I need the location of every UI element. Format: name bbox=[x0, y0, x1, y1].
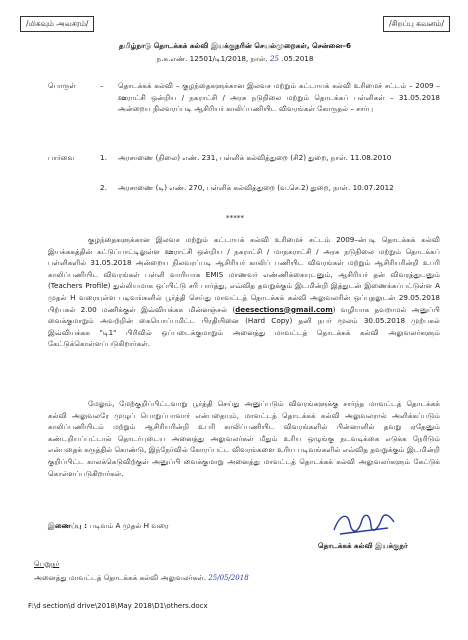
reference-date-handwritten: 25 bbox=[269, 54, 280, 63]
file-path-footer: F:\d section\d drive\2018\May 2018\D1\others.docx bbox=[28, 602, 208, 610]
enclosure-label: இணைப்பு : bbox=[48, 521, 90, 530]
body-paragraph-1-part-1: குழந்தைகளுக்கான இலவச மற்றும் கட்டாயக் கல்வி உரிமைச் சட்டம் 2009–ன்படி தொடக்கக் கல்வி இயக்ககத்தின் கட்டுப்பாட்டிலுள்ள ஊராட்சி ஒன்றிய / நகராட்சி / மாநகராட்சி / அரசு நடுநிலை மற்றும் தொடக்கப் பள்ளிகளில் 31.05.2018 அன்றைய நிலவரப்படி ஆசிரியர் காலிப் பணியிட விவரங்கள் மற்றும் ஆசிரியரின்றி உபரி காலிப்பணியிட விவரங்கள் பள்ளி வாரியாக EMIS மாணவர் எண்ணிக்கையுடனும், ஆசிரியர் தன் விவரத்துடனும் (Teachers Profile) துல்லியமாக ஒப்பிட்டு சரி பார்த்து, எவ்வித தவறுக்கும் இடமின்றி இத்துடன் இணைக்கப்பட்டுள்ள A முதல் H வரையுள்ள படிவங்களில் பூர்த்தி செய்து மாவட்டத் தொடக்கக் கல்வி அலுவலரின் ஒப்புதலுடன் 29.05.2018 பிற்பகல் 2.00 மணிக்குள் இவ்வியக்கக மின்னஞ்சல் ( bbox=[48, 235, 440, 314]
signature-image bbox=[330, 508, 400, 540]
references-label: பார்வை bbox=[48, 153, 75, 162]
reference-1-text: அரசாணை (நிலை) எண். 231, பள்ளிக் கல்வித்துறை (சி2) துறை, நாள். 11.08.2010 bbox=[118, 153, 392, 162]
office-heading: தமிழ்நாடு தொடக்கக் கல்வி இயக்குநரின் செயல்முறைகள், சென்னை–6 bbox=[118, 41, 352, 50]
body-paragraph-1-part-2: ) வழியாக தவறாமல் அனுப்பி வைக்குமாறும் அவற்றின் கையொப்பமிட்ட பிரதியினை (Hard Copy) தனி நபர் மூலம் 30.05.2018 முற்பகல் இவ்வியக்கக "டி1" பிரிவில் ஒப்படைக்குமாறும் அனைத்து மாவட்டத் தொடக்கக் கல்வி அலுவலர்களும் கேட்டுக்கொள்ளப்படுகிறார்கள். bbox=[48, 304, 440, 349]
special-attention-tag-text: /சிறப்பு கவனம்/ bbox=[389, 19, 444, 28]
section-divider: ***** bbox=[226, 213, 244, 222]
reference-number-suffix: .05.2018 bbox=[279, 54, 314, 63]
enclosure-text: படிவம் A முதல் H வரை bbox=[89, 521, 169, 530]
special-attention-tag bbox=[383, 16, 450, 32]
subject-text: தொடக்கக் கல்வி – குழந்தைகளுக்கான இலவச மற்றும் கட்டாயக் கல்வி உரிமைச் சட்டம் – 2009 – ஊராட்சி ஒன்றிய / நகராட்சி / அரசு நடுநிலை மற்றும் தொடக்கப் பள்ளிகள் – 31.05.2018 அன்றைய நிலவரப்படி ஆசிரியர் காலிப்பணியிட விவரங்கள் கோருதல் – சார்பு bbox=[118, 81, 440, 114]
reference-number-prefix: ந.க.எண். 12501/டி1/2018, நாள். bbox=[156, 54, 270, 63]
email-link[interactable]: deesections@gmail.com bbox=[235, 304, 333, 314]
urgent-tag bbox=[20, 16, 94, 32]
body-paragraph-1 bbox=[48, 234, 440, 350]
recipient-handwritten-date: 25/05/2018 bbox=[208, 574, 249, 582]
urgent-tag-text: /மிகவும் அவசரம்/ bbox=[26, 19, 89, 28]
reference-2-text: அரசாணை (டி) எண். 270, பள்ளிக் கல்வித்துறை (வ.செ.2) துறை, நாள். 10.07.2012 bbox=[118, 183, 394, 192]
reference-number bbox=[20, 53, 450, 65]
reference-2-number: 2. bbox=[100, 183, 107, 192]
subject-dash: – bbox=[100, 81, 104, 90]
recipient-text bbox=[34, 572, 249, 585]
recipient-text-body: அனைத்து மாவட்டத் தொடக்கக் கல்வி அலுவலர்கள். bbox=[34, 573, 206, 582]
reference-1-number: 1. bbox=[100, 153, 107, 162]
subject-label: பொருள் bbox=[48, 81, 76, 90]
recipient-label: பெறுநர் bbox=[34, 559, 60, 568]
signatory-designation: தொடக்கக் கல்வி இயக்குநர் bbox=[318, 541, 408, 550]
body-paragraph-2: மேலும், மேற்குறிப்பிட்டவாறு பூர்த்தி செய்து அனுப்படும் விவரங்களுக்கு சார்ந்த மாவட்டத் தொடக்கக் கல்வி அலுவலரே முழுப் பொறுப்பாவார் என்பதையும், மாவட்டத் தொடக்கக் கல்வி அலுவலரால் அளிக்கப்படும் காலிப்பணியிடம் மற்றும் ஆசிரியரின்றி உபரி காலிப்பணியிட விவரங்களில் பின்னாளில் தவறு ஏதேனும் கண்டறியப்பட்டால் தொடர்புடைய அனைத்து அலுவலர்கள் மீதும் உரிய ஒழுங்கு நடவடிக்கை எடுக்க நேரிடும் என்பதைக் கருத்தில் கொண்டு, இந்நேர்வில் கோரப்பட்ட விவரங்களை உரிய படிவங்களில் எவ்வித தவறுக்கும் இடமின்றி குறிப்பிட்ட காலக்கெடுவிற்குள் அனுப்பி வைக்குமாறு அனைத்து மாவட்டத் தொடக்கக் கல்வி அலுவலர்களும் கேட்டுக் கொள்ளப்படுகிறார்கள். bbox=[48, 399, 440, 478]
enclosure bbox=[48, 520, 169, 532]
